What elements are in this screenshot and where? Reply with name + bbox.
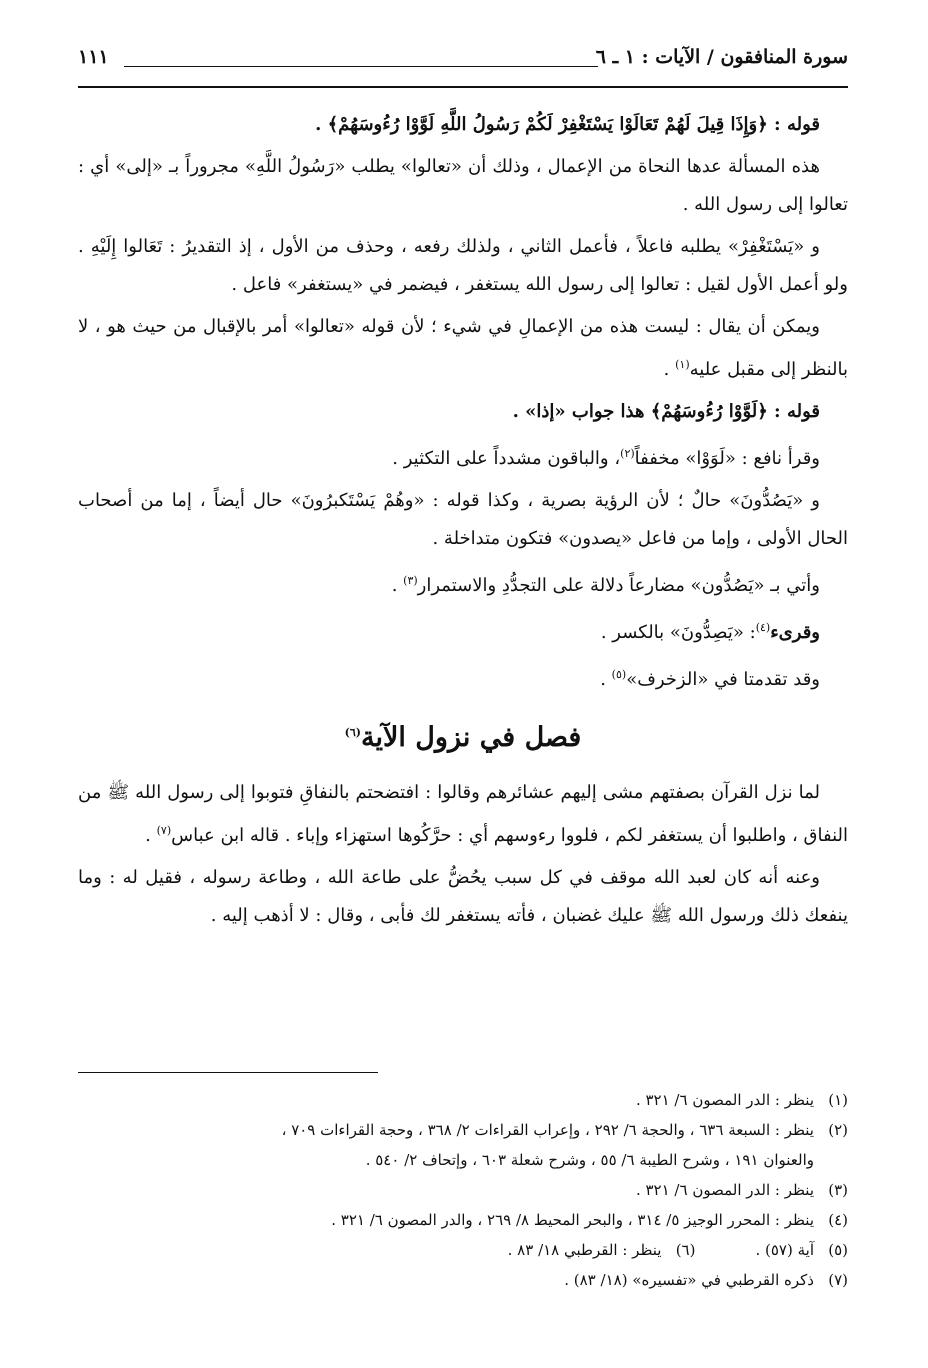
paragraph-verse-5: قوله : ﴿لَوَّوْا رُءُوسَهُمْ﴾ هذا جواب «إذا» . bbox=[512, 401, 820, 422]
section-heading bbox=[78, 713, 848, 758]
footnote-text: ينظر : الدر المصون ٦/ ٣٢١ . bbox=[635, 1091, 814, 1109]
footnote-ref-2: (٢) bbox=[620, 447, 635, 460]
footnote-text: ينظر : السبعة ٦٣٦ ، والحجة ٦/ ٢٩٢ ، وإعراب القراءات ٢/ ٣٦٨ ، وحجة القراءات ٧٠٩ ، bbox=[281, 1121, 814, 1139]
paragraph-4-end: . bbox=[663, 359, 676, 380]
paragraph-11-a: لما نزل القرآن بصفتهم مشى إليهم عشائرهم وقالوا : افتضحتم بالنفاقِ فتوبوا إلى رسول الله ﷺ من النفاق ، واطلبوا أن يستغفر لكم ، فلووا رءوسهم أي : حرَّكُوها استهزاء وإباء . قاله ابن عباس bbox=[78, 782, 848, 846]
footnote-ref-7: (٧) bbox=[156, 824, 172, 837]
paragraph-12: وعنه أنه كان لعبد الله موقف في كل سبب يحُضُّ على طاعة الله ، وطاعة رسوله ، فقيل له : وما ينفعك ذلك ورسول الله ﷺ عليك غضبان ، فأته يستغفر لك فأبى ، وقال : لا أذهب إليه . bbox=[78, 867, 848, 926]
footnote-text: ينظر : المحرر الوجيز ٥/ ٣١٤ ، والبحر المحيط ٨/ ٢٦٩ ، والدر المصون ٦/ ٣٢١ . bbox=[331, 1211, 814, 1229]
footnote-text: ينظر : القرطبي ١٨/ ٨٣ . bbox=[507, 1241, 662, 1259]
paragraph-2: هذه المسألة عدها النحاة من الإعمال ، وذلك أن «تعالوا» يطلب «رَسُولُ اللَّهِ» مجروراً بـ «إلى» أي : تعالوا إلى رسول الله . bbox=[78, 156, 848, 215]
footnote-number: (١) bbox=[828, 1091, 848, 1109]
paragraph-10 bbox=[78, 656, 848, 699]
paragraph-4 bbox=[78, 308, 848, 389]
footnote-2-continuation: والعنوان ١٩١ ، وشرح الطيبة ٦/ ٥٥ ، وشرح شعلة ٦٠٣ ، وإتحاف ٢/ ٥٤٠ . bbox=[365, 1151, 814, 1169]
running-header bbox=[78, 46, 848, 78]
footnote-number: (٧) bbox=[828, 1271, 848, 1289]
footnote-1 bbox=[78, 1086, 848, 1114]
paragraph-9 bbox=[78, 609, 848, 652]
footnote-text: آية (٥٧) . bbox=[755, 1241, 814, 1259]
paragraph-8-end: . bbox=[391, 575, 404, 596]
paragraph-10-end: . bbox=[600, 669, 612, 690]
top-divider bbox=[78, 86, 848, 88]
footnote-text: ذكره القرطبي في «تفسيره» (١٨/ ٨٣) . bbox=[564, 1271, 814, 1289]
paragraph-7: و «يَصُدُّونَ» حالٌ ؛ لأن الرؤية بصرية ، وكذا قوله : «وهُمْ يَسْتَكبرُونَ» حال أيضاً ، إما من أصحاب الحال الأولى ، وإما من فاعل «يصدون» فتكون متداخلة . bbox=[78, 490, 848, 549]
footnote-divider bbox=[78, 1072, 378, 1073]
paragraph-11 bbox=[78, 774, 848, 855]
footnotes bbox=[78, 1086, 848, 1296]
paragraph-11-end: . bbox=[145, 825, 157, 846]
paragraph-8 bbox=[78, 562, 848, 605]
section-heading-text: فصل في نزول الآية bbox=[361, 722, 582, 753]
footnote-ref-1: (١) bbox=[675, 358, 690, 371]
paragraph-8-a: وأتي بـ «يَصُدُّون» مضارعاً دلالة على التجدُّدِ والاستمرار bbox=[417, 575, 820, 596]
footnote-text: ينظر : الدر المصون ٦/ ٣٢١ . bbox=[635, 1181, 814, 1199]
page-number: ١١١ bbox=[78, 46, 109, 68]
paragraph-10-a: وقد تقدمتا في «الزخرف» bbox=[626, 669, 820, 690]
footnote-ref-3: (٣) bbox=[403, 574, 418, 587]
footnote-number: (٢) bbox=[828, 1121, 848, 1139]
footnote-5 bbox=[755, 1236, 848, 1264]
paragraph-verse-1: قوله : ﴿وَإِذَا قِيلَ لَهُمْ تَعَالَوْا يَسْتَغْفِرْ لَكُمْ رَسُولُ اللَّهِ لَوَّوْا رُءُوسَهُمْ﴾ . bbox=[315, 114, 820, 135]
book-page bbox=[78, 38, 848, 1348]
running-title: سورة المنافقون / الآيات : ١ ـ ٦ bbox=[595, 46, 848, 68]
footnote-number: (٣) bbox=[828, 1181, 848, 1199]
footnote-row-5-6 bbox=[78, 1236, 848, 1266]
footnote-4 bbox=[78, 1206, 848, 1234]
main-text bbox=[78, 106, 848, 939]
paragraph-6-b: ، والباقون مشدداً على التكثير . bbox=[392, 448, 621, 469]
footnote-number: (٤) bbox=[828, 1211, 848, 1229]
footnote-2 bbox=[78, 1116, 848, 1144]
footnote-number: (٦) bbox=[675, 1241, 696, 1259]
footnote-6 bbox=[508, 1236, 696, 1264]
paragraph-6-a: وقرأ نافع : «لَوَوْا» مخففاً bbox=[634, 448, 820, 469]
footnote-ref-5: (٥) bbox=[611, 668, 627, 681]
footnote-number: (٥) bbox=[828, 1241, 848, 1259]
header-rule bbox=[124, 66, 598, 67]
paragraph-9-rest: : «يَصِدُّونَ» بالكسر . bbox=[600, 622, 756, 643]
paragraph-3: و «يَسْتَغْفِرْ» يطلبه فاعلاً ، فأعمل الثاني ، ولذلك رفعه ، وحذف من الأول ، إذ التقديرُ : تَعَالوا إِلَيْهِ . ولو أعمل الأول لقيل : تعالوا إلى رسول الله يستغفر ، فيضمر في «يستغفر» فاعل . bbox=[78, 236, 848, 295]
footnote-3 bbox=[78, 1176, 848, 1204]
footnote-ref-4: (٤) bbox=[755, 621, 771, 634]
paragraph-4-text: ويمكن أن يقال : ليست هذه من الإعمالِ في شيء ؛ لأن قوله «تعالوا» أمر بالإقبال من حيث هو ، لا بالنظر إلى مقبل عليه bbox=[78, 316, 848, 380]
paragraph-6 bbox=[78, 435, 848, 478]
footnote-7 bbox=[78, 1266, 848, 1294]
footnote-ref-6: (٦) bbox=[344, 726, 361, 739]
paragraph-9-bold: وقرىء bbox=[770, 622, 820, 643]
